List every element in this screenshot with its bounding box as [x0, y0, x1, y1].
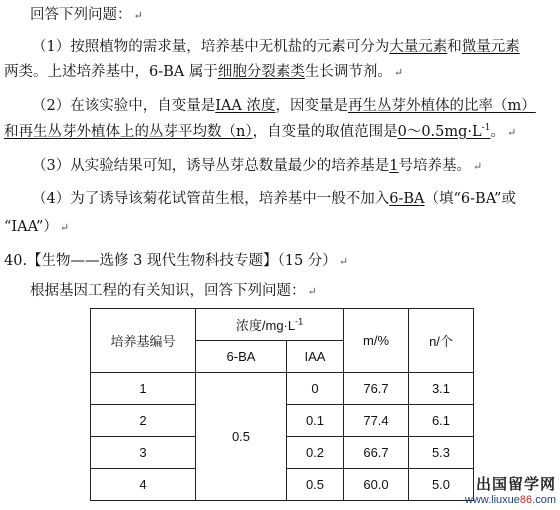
cell-m: 66.7: [344, 437, 409, 469]
header-medium-id: 培养基编号: [91, 309, 196, 373]
header-iaa: IAA: [287, 341, 344, 373]
q4-line-1: （4）为了诱导该菊花试管苗生根，培养基中一般不加入6-BA（填“6-BA”或: [32, 191, 516, 207]
header-n: n/个: [409, 309, 474, 373]
q3-line: （3）从实验结果可知，诱导丛芽总数量最少的培养基是1号培养基。 ↵: [32, 158, 483, 174]
answer-6ba: 6-BA: [389, 191, 425, 207]
cell-m: 77.4: [344, 405, 409, 437]
cell-id: 2: [91, 405, 196, 437]
cell-n: 5.0: [409, 469, 474, 501]
cell-iaa: 0.5: [287, 469, 344, 501]
data-table: [90, 308, 474, 501]
watermark-url: www.liuxue86.com: [464, 494, 556, 506]
cell-iaa: 0: [287, 373, 344, 405]
paragraph-mark: ↵: [59, 221, 70, 234]
cell-id: 3: [91, 437, 196, 469]
header-concentration: 浓度$/mg\cdot L^{-1}$: [196, 309, 344, 341]
answer-macro-elements: 大量元素: [389, 39, 448, 55]
q2-line-2: 和再生丛芽外植体上的丛芽平均数（n），自变量的取值范围是$0\sim 0.5mg\cdot L^{-1}$。 ↵: [4, 123, 517, 140]
answer-medium-number: 1: [389, 158, 399, 174]
q1-line-2: 两类。上述培养基中，6-BA 属于细胞分裂素类生长调节剂。 ↵: [4, 64, 404, 80]
answer-cytokinin: 细胞分裂素类: [217, 64, 305, 80]
cell-m: 76.7: [344, 373, 409, 405]
q40-heading: 40.【生物——选修 3 现代生物科技专题】（15 分） ↵: [4, 253, 349, 269]
paragraph-mark: ↵: [307, 285, 317, 298]
cell-iaa: 0.2: [287, 437, 344, 469]
answer-average-buds: 和再生丛芽外植体上的丛芽平均数（n）: [4, 124, 253, 140]
paragraph-mark: ↵: [506, 126, 517, 139]
q40-subtitle: 根据基因工程的有关知识，回答下列问题： ↵: [30, 283, 317, 299]
q4-line-2: “IAA”） ↵: [4, 219, 70, 235]
paragraph-mark: ↵: [133, 9, 143, 22]
watermark-title: 出国留学网: [475, 476, 556, 493]
cell-n: 6.1: [409, 405, 474, 437]
paragraph-mark: ↵: [393, 66, 404, 79]
cell-id: 4: [91, 469, 196, 501]
paragraph-mark: ↵: [472, 160, 483, 173]
cell-iaa: 0.1: [287, 405, 344, 437]
paragraph-mark: ↵: [338, 255, 349, 268]
q2-line-1: （2）在该实验中，自变量是IAA 浓度，因变量是再生丛芽外植体的比率（m）: [32, 98, 536, 114]
cell-6ba-shared: 0.5: [196, 373, 287, 501]
table-row: [91, 373, 474, 405]
q1-line-1: （1）按照植物的需求量，培养基中无机盐的元素可分为大量元素和微量元素: [32, 39, 520, 55]
cell-n: 5.3: [409, 437, 474, 469]
answer-regeneration-ratio: 再生丛芽外植体的比率（m）: [348, 98, 536, 114]
watermark-logo: [465, 473, 556, 506]
answer-micro-elements: 微量元素: [461, 39, 520, 55]
cell-n: 3.1: [409, 373, 474, 405]
intro-line: 回答下列问题： ↵: [30, 7, 143, 23]
cell-m: 60.0: [344, 469, 409, 501]
answer-iaa-concentration: IAA 浓度: [215, 98, 276, 114]
header-m: m/%: [344, 309, 409, 373]
answer-range: $0\sim 0.5mg\cdot L^{-1}$: [397, 123, 491, 140]
header-6ba: 6-BA: [196, 341, 287, 373]
cell-id: 1: [91, 373, 196, 405]
